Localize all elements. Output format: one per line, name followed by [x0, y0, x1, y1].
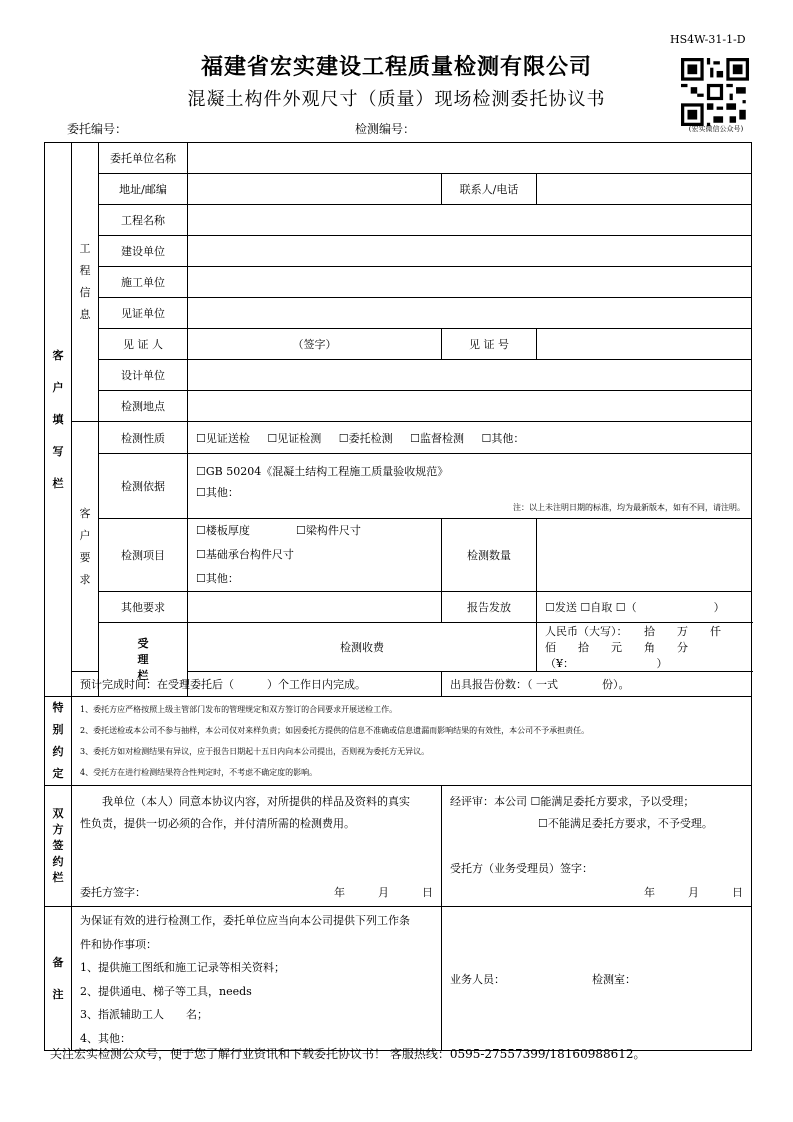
agent-signing-area	[442, 786, 752, 907]
location-label: 检测地点	[99, 391, 188, 422]
contact-label: 联系人/电话	[442, 174, 537, 205]
nature-option[interactable]: ☐监督检测	[410, 431, 464, 445]
section-special-terms: 特 别 约 定	[45, 697, 72, 786]
special-term: 3、委托方如对检测结果有异议，应于报告日期起十五日内向本公司提出，否则视为委托方无异议。	[80, 747, 430, 756]
report-copies[interactable]: 出具报告份数：（ 一式 份）。	[442, 672, 752, 697]
document-title: 混凝土构件外观尺寸（质量）现场检测委托协议书	[187, 89, 606, 110]
item-slab-thickness-checkbox[interactable]: ☐楼板厚度	[196, 524, 250, 537]
witness-no-field[interactable]	[537, 329, 752, 360]
client-sign-date[interactable]: 年 月 日	[334, 886, 433, 899]
contact-field[interactable]	[537, 174, 752, 205]
client-name-field[interactable]	[188, 143, 752, 174]
remarks-list	[72, 907, 442, 1051]
fee-field[interactable]: 人民币（大写）： 拾 万 仟 佰 拾 元 角 分 （¥： ）	[537, 623, 752, 672]
basis-note: 注：以上未注明日期的标准，均为最新版本，如有不同，请注明。	[513, 502, 746, 512]
section-signing: 双 方 签 约 栏	[45, 786, 72, 907]
witness-unit-label: 见证单位	[99, 298, 188, 329]
remarks-staff	[442, 907, 752, 1051]
special-term: 4、受托方在进行检测结果符合性判定时，不考虑不确定度的影响。	[80, 768, 318, 777]
quantity-label: 检测数量	[442, 519, 537, 592]
witness-signature-field[interactable]: （签字）	[188, 329, 442, 360]
basis-standard-checkbox[interactable]: ☐GB 50204《混凝土结构工程施工质量验收规范》	[196, 464, 449, 478]
other-requirements-label: 其他要求	[99, 592, 188, 623]
constructor-label: 施工单位	[99, 267, 188, 298]
qr-code-icon	[681, 58, 749, 126]
builder-label: 建设单位	[99, 236, 188, 267]
quantity-field[interactable]	[537, 519, 752, 592]
location-field[interactable]	[188, 391, 752, 422]
designer-label: 设计单位	[99, 360, 188, 391]
basis-other-checkbox[interactable]: ☐其他：	[196, 485, 239, 499]
special-terms	[72, 697, 752, 786]
section-acceptance: 受 理 栏	[99, 623, 188, 697]
item-foundation-checkbox[interactable]: ☐基础承台构件尺寸	[196, 548, 294, 561]
client-statement-1: 我单位（本人）同意本协议内容，对所提供的样品及资料的真实	[102, 795, 410, 808]
remark-line: 1、提供施工图纸和施工记录等相关资料；	[80, 961, 285, 974]
remark-line: 3、指派辅助工人 名；	[80, 1008, 208, 1021]
nature-option[interactable]: ☐其他：	[481, 431, 525, 445]
section-remarks: 备 注	[45, 907, 72, 1051]
builder-field[interactable]	[188, 236, 752, 267]
basis-label: 检测依据	[99, 454, 188, 519]
fee-label: 检测收费	[188, 623, 537, 672]
item-other-checkbox[interactable]: ☐其他：	[196, 572, 239, 585]
agent-sign-label[interactable]: 受托方（业务受理员）签字：	[450, 862, 593, 875]
items-options	[188, 519, 442, 592]
review-accept[interactable]: 经评审：本公司 ☐能满足委托方要求，予以受理；	[450, 795, 695, 808]
report-issue-options[interactable]: ☐发送 ☐自取 ☐（ ）	[537, 592, 752, 623]
nature-label: 检测性质	[99, 422, 188, 454]
review-reject[interactable]: ☐不能满足委托方要求，不予受理。	[538, 817, 713, 830]
constructor-field[interactable]	[188, 267, 752, 298]
nature-options	[188, 422, 752, 454]
address-field[interactable]	[188, 174, 442, 205]
remark-line: 4、其他：	[80, 1031, 131, 1045]
nature-option[interactable]: ☐见证送检	[196, 431, 250, 445]
project-name-label: 工程名称	[99, 205, 188, 236]
company-name: 福建省宏实建设工程质量检测有限公司	[200, 54, 592, 80]
client-name-label: 委托单位名称	[99, 143, 188, 174]
items-label: 检测项目	[99, 519, 188, 592]
basis-content	[188, 454, 752, 519]
address-label: 地址/邮编	[99, 174, 188, 205]
nature-option[interactable]: ☐委托检测	[338, 431, 393, 445]
client-signing-area	[72, 786, 442, 907]
remark-line: 为保证有效的进行检测工作，委托单位应当向本公司提供下列工作条	[80, 914, 410, 927]
client-sign-label[interactable]: 委托方签字：	[80, 886, 146, 899]
witness-label: 见 证 人	[99, 329, 188, 360]
lab-label[interactable]: 检测室：	[592, 973, 636, 986]
commission-form	[44, 142, 752, 1051]
sales-person-label[interactable]: 业务人员：	[450, 973, 505, 986]
test-number-label: 检测编号：	[355, 122, 416, 136]
agent-sign-date[interactable]: 年 月 日	[644, 886, 744, 899]
designer-field[interactable]	[188, 360, 752, 391]
remark-line: 2、提供通电、梯子等工具，needs	[80, 984, 252, 998]
item-beam-size-checkbox[interactable]: ☐梁构件尺寸	[296, 524, 361, 537]
section-customer-requirements: 客 户 要 求	[72, 422, 99, 672]
client-statement-2: 性负责，提供一切必须的合作，并付清所需的检测费用。	[80, 817, 355, 830]
project-name-field[interactable]	[188, 205, 752, 236]
section-project-info: 工 程 信 息	[72, 143, 99, 422]
other-requirements-field[interactable]	[188, 592, 442, 623]
qr-caption: (宏实微信公众号)	[688, 125, 744, 133]
special-term: 2、委托送检或本公司不参与抽样，本公司仅对来样负责；如因委托方提供的信息不准确或信息遗漏而影响结果的有效性，本公司不予承担责任。	[80, 726, 590, 735]
nature-option[interactable]: ☐见证检测	[267, 431, 322, 445]
section-customer-fill: 客 户 填 写 栏	[45, 143, 72, 697]
document-code: HS4W-31-1-D	[670, 33, 746, 46]
completion-time[interactable]: 预计完成时间：在受理委托后（ ）个工作日内完成。	[72, 672, 442, 697]
remark-line: 件和协作事项：	[80, 937, 157, 951]
special-term: 1、委托方应严格按照上级主管部门发布的管理规定和双方签订的合同要求开展送检工作。	[80, 705, 398, 714]
witness-no-label: 见 证 号	[442, 329, 537, 360]
entrust-number-label: 委托编号：	[67, 122, 128, 136]
report-issue-label: 报告发放	[442, 592, 537, 623]
footer-hotline: 关注宏实检测公众号，便于您了解行业资讯和下载委托协议书！ 客服热线：0595-27557399/18160988612。	[50, 1047, 646, 1061]
witness-unit-field[interactable]	[188, 298, 752, 329]
